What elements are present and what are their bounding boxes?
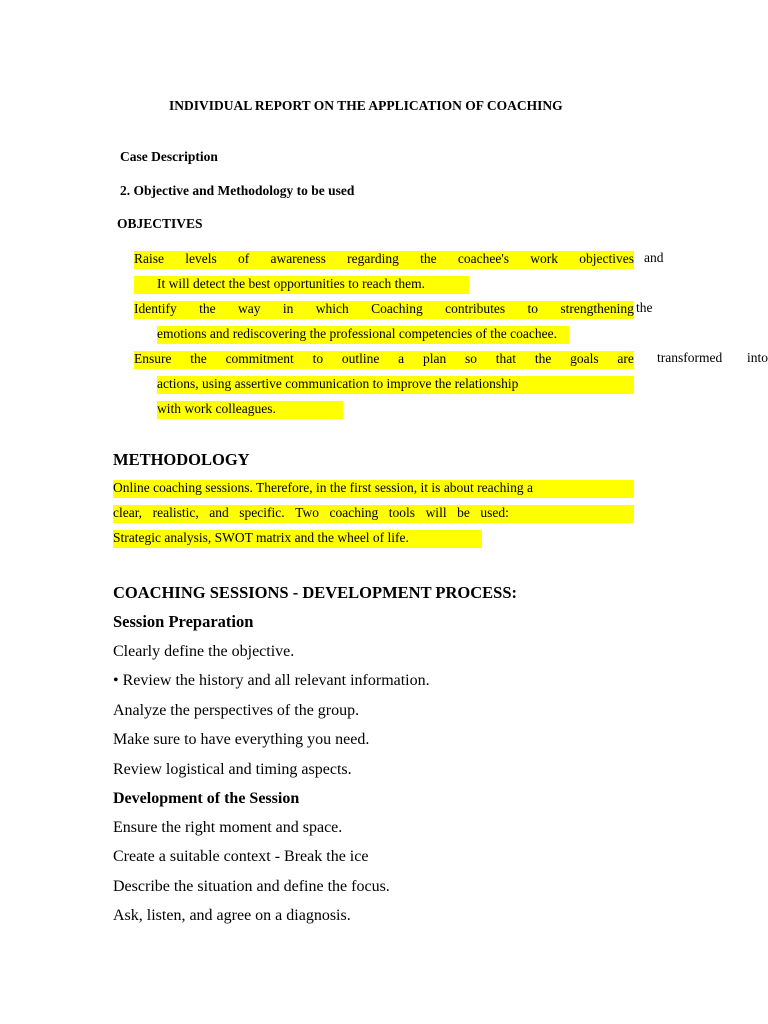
objective-3-line-1-tail bbox=[657, 351, 768, 365]
objective-word: the bbox=[420, 251, 437, 266]
prep-item-3: Analyze the perspectives of the group. bbox=[113, 702, 360, 719]
development-heading: Development of the Session bbox=[113, 790, 300, 807]
objective-word: in bbox=[282, 301, 294, 316]
objective-word: the bbox=[534, 351, 552, 366]
prep-item-5: Review logistical and timing aspects. bbox=[113, 761, 352, 778]
objective-methodology-heading: 2. Objective and Methodology to be used bbox=[120, 183, 355, 198]
objective-2-line-1 bbox=[134, 301, 634, 319]
objective-word: outline bbox=[341, 351, 380, 366]
session-preparation-heading: Session Preparation bbox=[113, 612, 254, 631]
objective-3-line-3: with work colleagues. bbox=[157, 401, 343, 419]
objective-2-line-2: emotions and rediscovering the professional competencies of the coachee. bbox=[157, 326, 569, 344]
objective-word: the bbox=[199, 301, 216, 316]
objective-2-line-1-tail: the bbox=[636, 300, 653, 315]
methodology-line-3: Strategic analysis, SWOT matrix and the wheel of life. bbox=[113, 530, 482, 548]
objective-1-line-1-tail: and bbox=[644, 250, 664, 265]
methodology-word: tools bbox=[388, 505, 416, 520]
objective-3-line-2: actions, using assertive communication to improve the relationship bbox=[157, 376, 634, 394]
objective-word: the bbox=[190, 351, 207, 366]
methodology-heading: METHODOLOGY bbox=[113, 450, 250, 469]
methodology-word: clear, bbox=[113, 505, 143, 520]
objective-word: way bbox=[237, 301, 261, 316]
objective-word: transformed bbox=[657, 350, 723, 365]
objective-word: Identify bbox=[134, 301, 177, 316]
dev-item-1: Ensure the right moment and space. bbox=[113, 819, 343, 836]
methodology-word: and bbox=[209, 505, 229, 520]
objective-word: coachee's bbox=[457, 251, 510, 266]
objective-word: goals bbox=[570, 351, 599, 366]
coaching-sessions-heading: COACHING SESSIONS - DEVELOPMENT PROCESS: bbox=[113, 583, 518, 602]
objective-word: Ensure bbox=[134, 351, 172, 366]
objective-word: to bbox=[312, 351, 324, 366]
objective-word: to bbox=[527, 301, 539, 316]
case-description-heading: Case Description bbox=[120, 149, 218, 164]
objective-word: levels bbox=[185, 251, 217, 266]
objective-word: commitment bbox=[225, 351, 294, 366]
objective-word: are bbox=[617, 351, 634, 366]
objective-word: contributes bbox=[445, 301, 506, 316]
methodology-word: specific. bbox=[239, 505, 285, 520]
prep-item-1: Clearly define the objective. bbox=[113, 643, 295, 660]
methodology-word: Two bbox=[295, 505, 319, 520]
objective-3-line-1 bbox=[134, 351, 634, 369]
objective-word: which bbox=[315, 301, 349, 316]
objective-word: Coaching bbox=[371, 301, 423, 316]
objective-word: Raise bbox=[134, 251, 164, 266]
objective-word: of bbox=[237, 251, 250, 266]
objective-1-line-2: It will detect the best opportunities to reach them. bbox=[134, 276, 469, 294]
dev-item-2: Create a suitable context - Break the ice bbox=[113, 848, 369, 865]
methodology-word: will bbox=[425, 505, 447, 520]
objective-word: plan bbox=[422, 351, 447, 366]
prep-item-2: • Review the history and all relevant information. bbox=[113, 672, 430, 689]
objective-word: that bbox=[495, 351, 517, 366]
objective-word: a bbox=[398, 351, 405, 366]
objective-word: regarding bbox=[347, 251, 399, 266]
objective-word: work bbox=[530, 251, 559, 266]
objective-word: strengthening bbox=[560, 301, 634, 316]
methodology-word: used: bbox=[480, 505, 509, 520]
prep-item-4: Make sure to have everything you need. bbox=[113, 731, 370, 748]
methodology-line-1: Online coaching sessions. Therefore, in the first session, it is about reaching a bbox=[113, 480, 634, 498]
document-title: INDIVIDUAL REPORT ON THE APPLICATION OF COACHING bbox=[169, 98, 563, 113]
methodology-word: coaching bbox=[329, 505, 379, 520]
methodology-word: be bbox=[457, 505, 470, 520]
methodology-word: realistic, bbox=[152, 505, 199, 520]
objective-word: objectives bbox=[579, 251, 634, 266]
methodology-line-2 bbox=[113, 505, 634, 523]
objectives-heading: OBJECTIVES bbox=[117, 216, 203, 231]
objective-1-line-1 bbox=[134, 251, 634, 269]
objective-word: awareness bbox=[270, 251, 326, 266]
objective-word: into bbox=[746, 350, 768, 365]
dev-item-4: Ask, listen, and agree on a diagnosis. bbox=[113, 907, 351, 924]
objective-word: so bbox=[464, 351, 477, 366]
dev-item-3: Describe the situation and define the focus. bbox=[113, 878, 390, 895]
